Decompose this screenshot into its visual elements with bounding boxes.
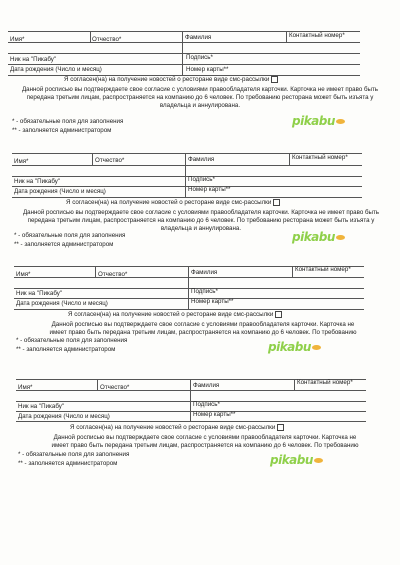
nick-label: Ник на "Пикабу" [10, 56, 57, 63]
consent-line [70, 424, 284, 431]
patronymic-label: Отчество* [100, 384, 130, 391]
surname-label: Фамилия [185, 34, 212, 41]
note-required: * - обязательные поля для заполнения [18, 451, 130, 458]
surname-label: Фамилия [188, 156, 215, 163]
note-admin: ** - заполняется администратором [16, 346, 116, 353]
table-line [16, 401, 366, 402]
table-line [190, 380, 191, 421]
birthdate-label: Дата рождения (Число и месяц) [14, 188, 106, 195]
table-line [12, 197, 362, 198]
table-line [8, 64, 360, 65]
signature-label: Подпись* [191, 288, 218, 295]
table-line [95, 267, 96, 278]
table-line [188, 267, 189, 309]
consent-line [68, 311, 282, 318]
contact-label: Контактный номер* [297, 379, 353, 386]
signature-label: Подпись* [186, 54, 213, 61]
note-required: * - обязательные поля для заполнения [16, 337, 128, 344]
table-line [294, 380, 295, 391]
note-admin: ** - заполняется администратором [14, 241, 114, 248]
pikabu-watermark: pikabu [270, 453, 323, 467]
note-admin: ** - заполняется администратором [12, 127, 112, 134]
consent-line [66, 199, 280, 206]
signature-label: Подпись* [193, 401, 220, 408]
table-line [14, 309, 364, 310]
card-number-label: Номер карты** [191, 298, 234, 305]
table-line [92, 154, 93, 166]
card-number-label: Номер карты** [186, 66, 229, 73]
contact-label: Контактный номер* [292, 154, 348, 161]
birthdate-label: Дата рождения (Число и месяц) [18, 413, 110, 420]
table-line [14, 298, 364, 299]
pikabu-watermark: pikabu [268, 340, 321, 354]
table-line [12, 176, 362, 177]
table-line [97, 380, 98, 391]
table-line [182, 32, 183, 75]
name-label: Имя* [10, 36, 25, 43]
pikabu-watermark: pikabu [292, 114, 345, 128]
surname-label: Фамилия [191, 269, 218, 276]
patronymic-label: Отчество* [98, 271, 128, 278]
table-line [286, 32, 287, 43]
consent-text: Я согласен(на) на получение новостей о ресторане виде смс-рассылки [66, 199, 272, 207]
table-line [8, 53, 360, 54]
consent-checkbox[interactable] [271, 76, 278, 83]
nick-label: Ник на "Пикабу" [16, 290, 63, 297]
consent-text: Я согласен(на) на получение новостей о ресторане виде смс-рассылки [68, 311, 274, 319]
consent-line [64, 76, 278, 83]
nick-label: Ник на "Пикабу" [18, 403, 65, 410]
table-line [14, 277, 364, 278]
table-line [12, 165, 362, 166]
card-number-label: Номер карты** [188, 186, 231, 193]
table-line [16, 411, 366, 412]
table-line [14, 288, 364, 289]
table-line [16, 421, 366, 422]
surname-label: Фамилия [193, 382, 220, 389]
consent-text: Я согласен(на) на получение новостей о ресторане виде смс-рассылки [64, 76, 270, 84]
patronymic-label: Отчество* [92, 36, 122, 43]
table-line [8, 42, 360, 43]
pikabu-watermark: pikabu [292, 230, 345, 244]
table-line [292, 267, 293, 278]
consent-checkbox[interactable] [275, 311, 282, 318]
name-label: Имя* [14, 158, 29, 165]
note-admin: ** - заполняется администратором [18, 460, 118, 467]
consent-text: Я согласен(на) на получение новостей о ресторане виде смс-рассылки [70, 424, 276, 432]
card-number-label: Номер карты** [193, 411, 236, 418]
terms-paragraph-line-1: Данной росписью вы подтверждаете свое согласие с условиями правообладателя карточки. Карточка не [53, 434, 357, 441]
birthdate-label: Дата рождения (Число и месяц) [10, 66, 102, 73]
table-line [12, 186, 362, 187]
note-required: * - обязательные поля для заполнения [12, 118, 124, 125]
terms-paragraph-line-2: имеет право быть передана третьим лицам, распространяется на компанию до 6 человек. По требованию [51, 442, 359, 449]
consent-checkbox[interactable] [277, 424, 284, 431]
contact-label: Контактный номер* [289, 32, 345, 39]
patronymic-label: Отчество* [95, 157, 125, 164]
table-line [90, 32, 91, 43]
terms-paragraph: Данной росписью вы подтверждаете свое согласие с условиями правообладателя карточки. Карточка не имеет право быть передана третьим лицам, распространяется на компанию до 6 человек. По требованию ресторана может быть изъята у владельца и аннулирована. [22, 209, 380, 232]
name-label: Имя* [16, 271, 31, 278]
terms-paragraph-line-1: Данной росписью вы подтверждаете свое согласие с условиями правообладателя карточки. Карточка не [51, 321, 355, 328]
note-required: * - обязательные поля для заполнения [14, 232, 126, 239]
terms-paragraph: Данной росписью вы подтверждаете свое согласие с условиями правообладателя карточки. Карточка не имеет право быть передана третьим лицам, распространяется на компанию до 6 человек. По требованию ресторана может быть изъята у владельца и аннулирована. [21, 86, 379, 109]
birthdate-label: Дата рождения (Число и месяц) [16, 300, 108, 307]
table-line [185, 154, 186, 197]
consent-checkbox[interactable] [273, 199, 280, 206]
nick-label: Ник на "Пикабу" [14, 178, 61, 185]
table-line [289, 154, 290, 166]
contact-label: Контактный номер* [295, 266, 351, 273]
terms-paragraph-line-2: имеет право быть передана третьим лицам, распространяется на компанию до 6 человек. По требованию [49, 329, 357, 336]
signature-label: Подпись* [188, 176, 215, 183]
table-line [16, 390, 366, 391]
name-label: Имя* [18, 384, 33, 391]
